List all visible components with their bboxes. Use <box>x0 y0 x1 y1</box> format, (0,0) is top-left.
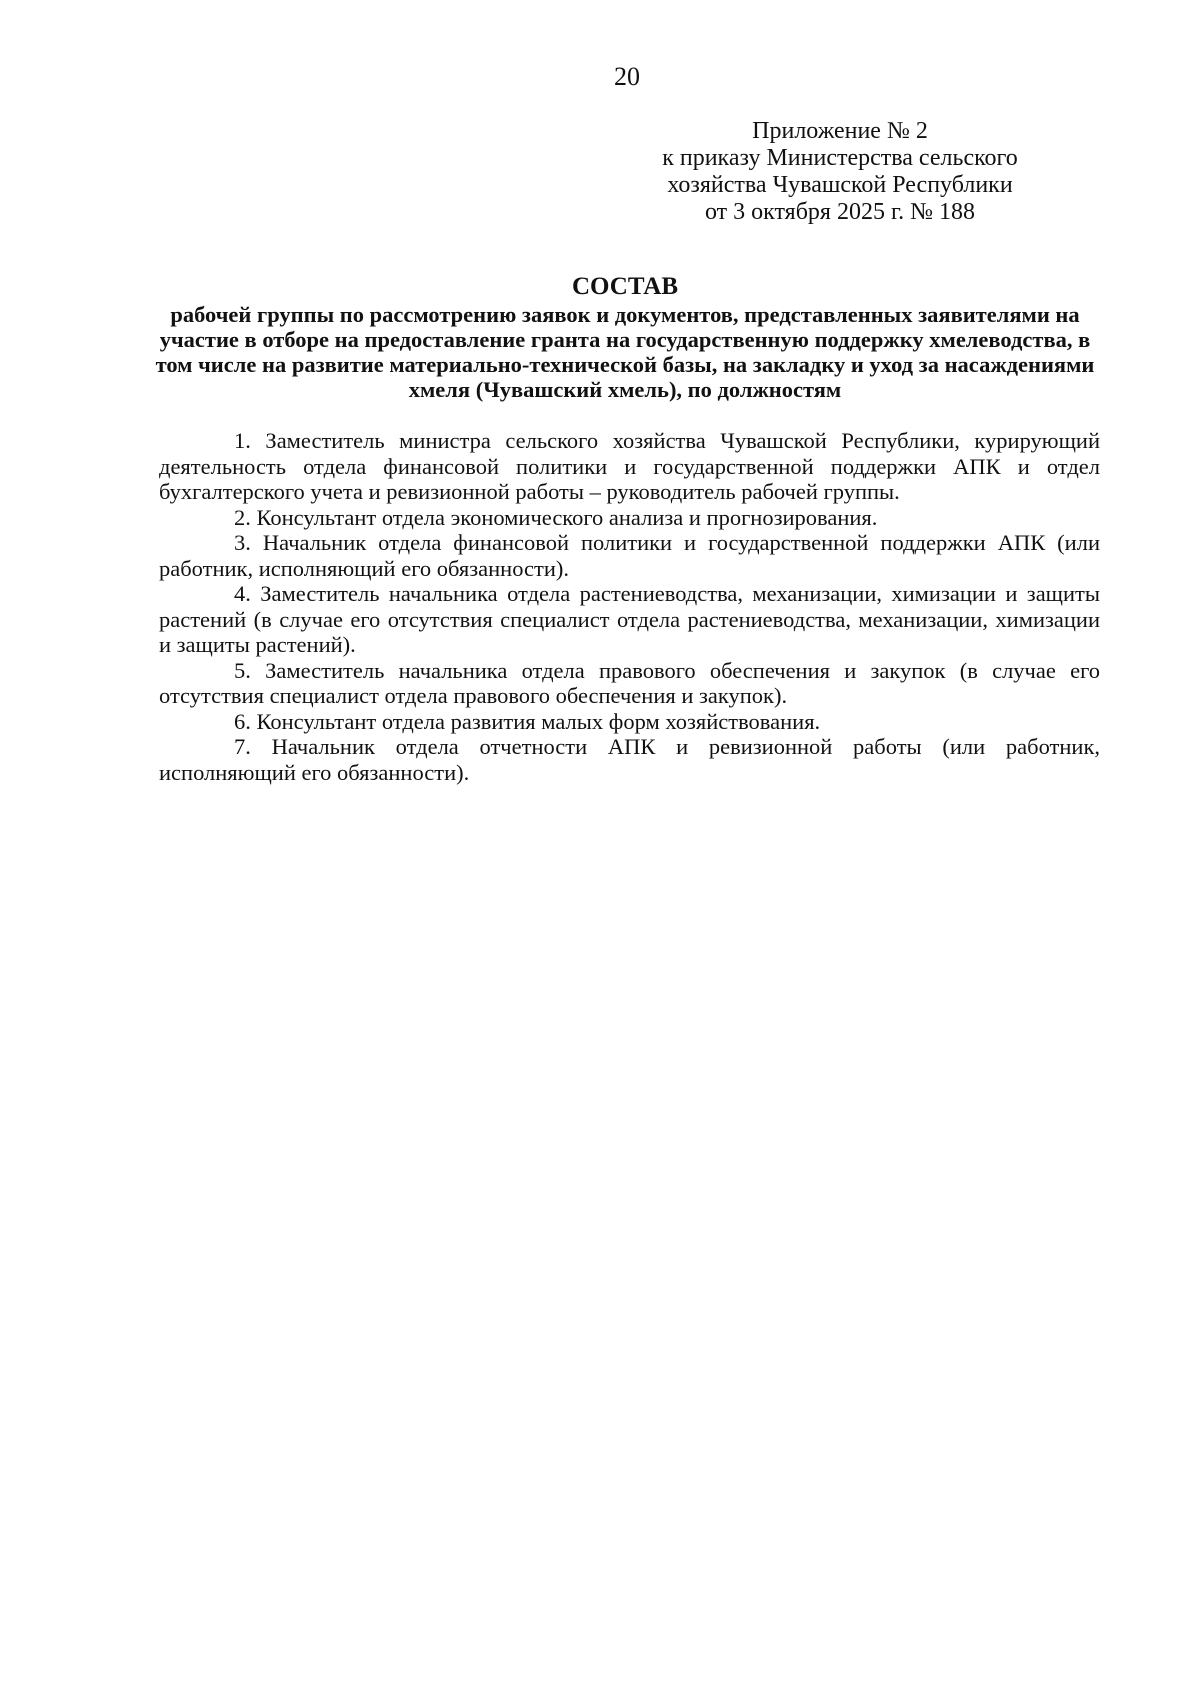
list-item: 1. Заместитель министра сельского хозяйства Чувашской Республики, курирующий деятельность отдела финансовой политики и государственной поддержки АПК и отдел бухгалтерского учета и ревизионной работы – руководитель рабочей группы. <box>159 428 1100 504</box>
list-item: 7. Начальник отдела отчетности АПК и ревизионной работы (или работник, исполняющий его обязанности). <box>159 734 1100 785</box>
list-item: 3. Начальник отдела финансовой политики и государственной поддержки АПК (или работник, исполняющий его обязанности). <box>159 530 1100 581</box>
appendix-line: хозяйства Чувашской Республики <box>667 172 1013 198</box>
page-number: 20 <box>614 62 640 91</box>
list-item: 6. Консультант отдела развития малых форм хозяйствования. <box>234 708 821 734</box>
document-heading <box>150 272 1100 402</box>
appendix-block <box>640 118 1040 226</box>
document-subtitle: рабочей группы по рассмотрению заявок и документов, представленных заявителями на участие в отборе на предоставление гранта на государственную поддержку хмелеводства, в том числе на развитие материально-технической базы, на закладку и уход за насаждениями хмеля (Чувашский хмель), по должностям <box>155 302 1095 402</box>
appendix-line: Приложение № 2 <box>752 118 928 144</box>
list-item: 2. Консультант отдела экономического анализа и прогнозирования. <box>234 504 878 530</box>
list-item: 5. Заместитель начальника отдела правового обеспечения и закупок (в случае его отсутствия специалист отдела правового обеспечения и закупок). <box>159 657 1100 708</box>
composition-list <box>159 428 1100 785</box>
appendix-line: к приказу Министерства сельского <box>662 145 1018 171</box>
list-item: 4. Заместитель начальника отдела растениеводства, механизации, химизации и защиты растений (в случае его отсутствия специалист отдела растениеводства, механизации, химизации и защиты растений). <box>159 581 1100 657</box>
document-title: СОСТАВ <box>571 273 679 300</box>
appendix-line: от 3 октября 2025 г. № 188 <box>704 199 975 225</box>
